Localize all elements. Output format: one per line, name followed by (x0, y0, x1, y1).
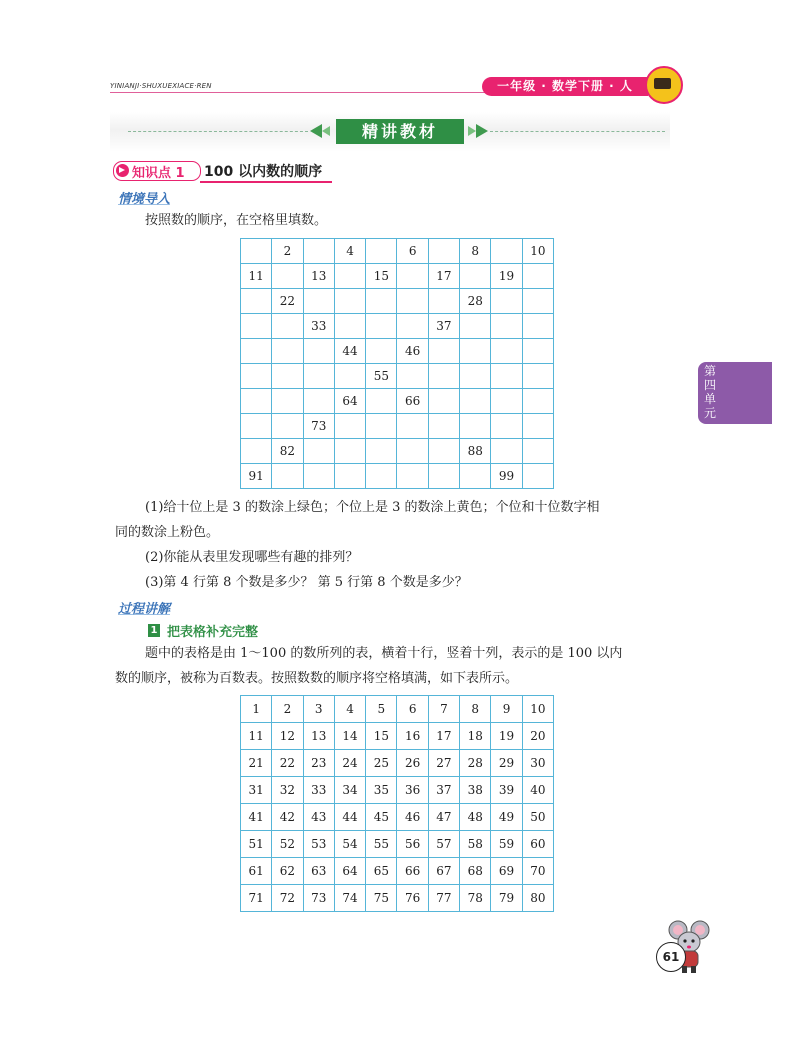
grid-cell: 53 (303, 831, 334, 858)
grid-cell: 70 (522, 858, 553, 885)
grid-cell (428, 339, 459, 364)
process-heading: 过程讲解 (118, 602, 171, 617)
grid-cell (428, 239, 459, 264)
grid-cell (241, 364, 272, 389)
grid-cell: 46 (397, 804, 428, 831)
grid-cell: 82 (272, 439, 303, 464)
grid-cell: 10 (522, 239, 553, 264)
step-title: 把表格补充完整 (167, 625, 259, 640)
grid-row (241, 858, 554, 885)
grid-cell (303, 239, 334, 264)
grid-cell (303, 364, 334, 389)
grid-cell: 63 (303, 858, 334, 885)
grid-cell: 91 (241, 464, 272, 489)
grid-cell (428, 464, 459, 489)
grid-cell (303, 389, 334, 414)
grid-cell (241, 439, 272, 464)
grid-cell (366, 439, 397, 464)
grid-cell: 39 (491, 777, 522, 804)
grid-cell: 48 (460, 804, 491, 831)
grid-row (241, 389, 554, 414)
grid-row (241, 339, 554, 364)
grid-cell: 2 (272, 696, 303, 723)
grid-cell: 19 (491, 264, 522, 289)
question-1-line-2: 同的数涂上粉色。 (115, 525, 220, 540)
grid-cell: 34 (334, 777, 365, 804)
grid-cell: 9 (491, 696, 522, 723)
side-tab-char: 单 (704, 392, 717, 406)
unit-side-tab-text (704, 364, 720, 420)
grid-cell: 19 (491, 723, 522, 750)
process-paragraph-line-2: 数的顺序，被称为百数表。按照数数的顺序将空格填满，如下表所示。 (115, 671, 519, 686)
grid-cell: 37 (428, 314, 459, 339)
grid-cell (460, 339, 491, 364)
grid-cell (460, 464, 491, 489)
grid-row (241, 750, 554, 777)
grid-cell (241, 389, 272, 414)
grid-cell: 13 (303, 264, 334, 289)
knowledge-point-title: 100 以内数的顺序 (204, 164, 323, 180)
grid-row (241, 414, 554, 439)
grid-cell: 5 (366, 696, 397, 723)
side-tab-char: 元 (704, 406, 717, 420)
grid-cell: 64 (334, 389, 365, 414)
grid-cell: 99 (491, 464, 522, 489)
grid-cell (522, 439, 553, 464)
grid-cell (366, 239, 397, 264)
grid-cell: 18 (460, 723, 491, 750)
grid-cell: 42 (272, 804, 303, 831)
grid-cell: 16 (397, 723, 428, 750)
grid-cell (428, 289, 459, 314)
grid-cell (397, 464, 428, 489)
grid-cell: 3 (303, 696, 334, 723)
grid-cell (334, 314, 365, 339)
grid-cell (366, 339, 397, 364)
grid-cell: 76 (397, 885, 428, 912)
grid-cell (397, 364, 428, 389)
grid-cell: 64 (334, 858, 365, 885)
grid-cell: 44 (334, 339, 365, 364)
grid-cell (272, 464, 303, 489)
grid-cell: 33 (303, 777, 334, 804)
arrow-right-inner-icon (468, 126, 476, 136)
grid-cell (366, 314, 397, 339)
grid-cell: 55 (366, 831, 397, 858)
grid-cell: 35 (366, 777, 397, 804)
grid-cell (272, 414, 303, 439)
grid-cell (428, 389, 459, 414)
step-number: 1 (148, 624, 160, 637)
grid-cell: 33 (303, 314, 334, 339)
arrow-right-icon (476, 124, 488, 138)
grid-cell: 6 (397, 696, 428, 723)
grid-cell: 50 (522, 804, 553, 831)
grid-cell: 52 (272, 831, 303, 858)
grid-row (241, 364, 554, 389)
grid-row (241, 777, 554, 804)
grid-cell (272, 264, 303, 289)
grid-cell: 74 (334, 885, 365, 912)
book-icon (654, 78, 671, 89)
grid-row (241, 289, 554, 314)
side-tab-char: 四 (704, 378, 717, 392)
grid-cell (272, 389, 303, 414)
grid-cell: 17 (428, 723, 459, 750)
grid-cell (428, 414, 459, 439)
grid-cell: 7 (428, 696, 459, 723)
grid-cell: 22 (272, 750, 303, 777)
grid-row (241, 239, 554, 264)
grid-cell: 73 (303, 414, 334, 439)
grid-cell: 78 (460, 885, 491, 912)
header-left-text: YINIANJI·SHUXUEXIACE·REN (110, 82, 212, 90)
grid-cell (522, 364, 553, 389)
grid-cell (460, 389, 491, 414)
grid-cell: 77 (428, 885, 459, 912)
grid-cell: 75 (366, 885, 397, 912)
grid-row (241, 804, 554, 831)
grid-cell (491, 314, 522, 339)
grid-cell: 29 (491, 750, 522, 777)
grid-cell (303, 289, 334, 314)
grid-cell: 40 (522, 777, 553, 804)
grid-cell: 37 (428, 777, 459, 804)
grid-cell (241, 239, 272, 264)
grid-cell (491, 439, 522, 464)
grid-cell: 27 (428, 750, 459, 777)
grid-cell (397, 264, 428, 289)
grid-cell: 17 (428, 264, 459, 289)
divider-left (128, 131, 308, 132)
grid-cell (366, 289, 397, 314)
grid-row (241, 464, 554, 489)
grid-cell (522, 389, 553, 414)
grid-cell: 30 (522, 750, 553, 777)
arrow-left-inner-icon (322, 126, 330, 136)
grid-cell (241, 289, 272, 314)
grid-cell (491, 389, 522, 414)
question-3: (3)第 4 行第 8 个数是多少？ 第 5 行第 8 个数是多少？ (145, 575, 468, 590)
grid-cell: 11 (241, 723, 272, 750)
grid-row (241, 264, 554, 289)
grid-cell: 6 (397, 239, 428, 264)
grid-cell: 59 (491, 831, 522, 858)
process-paragraph-line-1: 题中的表格是由 1～100 的数所列的表，横着十行，竖着十列，表示的是 100 以内 (145, 646, 623, 661)
grid-cell: 71 (241, 885, 272, 912)
grid-cell: 65 (366, 858, 397, 885)
grid-cell: 45 (366, 804, 397, 831)
grid-cell: 69 (491, 858, 522, 885)
arrow-left-icon (310, 124, 322, 138)
grid-cell (334, 264, 365, 289)
grid-cell: 21 (241, 750, 272, 777)
grid-cell (428, 439, 459, 464)
grid-cell (366, 389, 397, 414)
grid-cell: 54 (334, 831, 365, 858)
grid-cell (303, 464, 334, 489)
grid-cell: 72 (272, 885, 303, 912)
grid-row (241, 314, 554, 339)
grid-cell: 51 (241, 831, 272, 858)
grid-cell (272, 339, 303, 364)
grid-cell (491, 239, 522, 264)
grid-cell: 62 (272, 858, 303, 885)
grid-cell: 61 (241, 858, 272, 885)
intro-instruction: 按照数的顺序，在空格里填数。 (145, 213, 328, 228)
grid-cell (334, 464, 365, 489)
grid-cell: 79 (491, 885, 522, 912)
grid-cell: 24 (334, 750, 365, 777)
grid-cell: 47 (428, 804, 459, 831)
grid-cell: 12 (272, 723, 303, 750)
grid-cell: 57 (428, 831, 459, 858)
grid-cell (397, 314, 428, 339)
grid-cell (366, 414, 397, 439)
grid-cell: 73 (303, 885, 334, 912)
grid-row (241, 723, 554, 750)
grid-cell: 15 (366, 264, 397, 289)
grid-cell (241, 339, 272, 364)
grid-cell: 41 (241, 804, 272, 831)
grid-cell (428, 364, 459, 389)
grid-cell: 49 (491, 804, 522, 831)
grid-cell: 60 (522, 831, 553, 858)
grid-cell: 1 (241, 696, 272, 723)
question-2: (2)你能从表里发现哪些有趣的排列？ (145, 550, 359, 565)
grid-cell: 25 (366, 750, 397, 777)
grid-cell (272, 364, 303, 389)
grid-cell: 44 (334, 804, 365, 831)
grid-cell (491, 289, 522, 314)
grid-cell: 32 (272, 777, 303, 804)
grid-cell: 43 (303, 804, 334, 831)
page-number: 61 (656, 942, 686, 972)
grid-cell: 68 (460, 858, 491, 885)
grid-cell: 13 (303, 723, 334, 750)
grid-cell (522, 464, 553, 489)
grid-cell (334, 414, 365, 439)
grid-cell (522, 314, 553, 339)
side-tab-char: 第 (704, 364, 717, 378)
grid-cell: 20 (522, 723, 553, 750)
fill-in-grid (240, 238, 554, 489)
grid-cell: 11 (241, 264, 272, 289)
grid-cell: 56 (397, 831, 428, 858)
grid-cell (397, 439, 428, 464)
grid-cell (491, 364, 522, 389)
divider-right (490, 131, 665, 132)
grid-cell (522, 264, 553, 289)
grid-cell (303, 339, 334, 364)
grid-cell (460, 264, 491, 289)
grid-row (241, 831, 554, 858)
grid-cell: 66 (397, 858, 428, 885)
grid-cell: 28 (460, 289, 491, 314)
grid-row (241, 696, 554, 723)
grid-cell: 2 (272, 239, 303, 264)
grid-cell: 22 (272, 289, 303, 314)
intro-heading: 情境导入 (118, 192, 171, 207)
grid-cell (460, 314, 491, 339)
grid-cell (491, 339, 522, 364)
grid-cell: 46 (397, 339, 428, 364)
grid-cell (241, 314, 272, 339)
grid-cell (303, 439, 334, 464)
grid-row (241, 439, 554, 464)
grid-cell (366, 464, 397, 489)
grid-cell: 55 (366, 364, 397, 389)
grid-cell: 4 (334, 696, 365, 723)
question-1-line-1: (1)给十位上是 3 的数涂上绿色；个位上是 3 的数涂上黄色；个位和十位数字相 (145, 500, 600, 515)
hundred-chart-grid (240, 695, 554, 912)
header-banner: 一年级 · 数学下册 · 人 (482, 77, 648, 96)
grid-cell: 4 (334, 239, 365, 264)
grid-cell (334, 439, 365, 464)
grid-cell (272, 314, 303, 339)
grid-cell (334, 289, 365, 314)
section-title: 精讲教材 (336, 119, 464, 144)
grid-cell (522, 289, 553, 314)
grid-cell (397, 414, 428, 439)
grid-cell: 8 (460, 696, 491, 723)
grid-cell: 14 (334, 723, 365, 750)
grid-cell: 28 (460, 750, 491, 777)
play-arrow-icon (119, 167, 125, 173)
grid-cell: 8 (460, 239, 491, 264)
grid-cell: 15 (366, 723, 397, 750)
grid-cell: 80 (522, 885, 553, 912)
grid-cell: 58 (460, 831, 491, 858)
grid-cell (460, 364, 491, 389)
grid-cell: 38 (460, 777, 491, 804)
grid-cell: 67 (428, 858, 459, 885)
grid-cell (460, 414, 491, 439)
grid-cell (334, 364, 365, 389)
grid-cell: 10 (522, 696, 553, 723)
grid-cell (397, 289, 428, 314)
grid-cell (522, 414, 553, 439)
grid-cell: 88 (460, 439, 491, 464)
grid-cell (491, 414, 522, 439)
grid-row (241, 885, 554, 912)
knowledge-point-underline (200, 181, 332, 183)
knowledge-point-label: 知识点 1 (132, 166, 185, 181)
grid-cell: 36 (397, 777, 428, 804)
grid-cell: 31 (241, 777, 272, 804)
grid-cell: 66 (397, 389, 428, 414)
grid-cell: 26 (397, 750, 428, 777)
grid-cell: 23 (303, 750, 334, 777)
grid-cell (241, 414, 272, 439)
grid-cell (522, 339, 553, 364)
